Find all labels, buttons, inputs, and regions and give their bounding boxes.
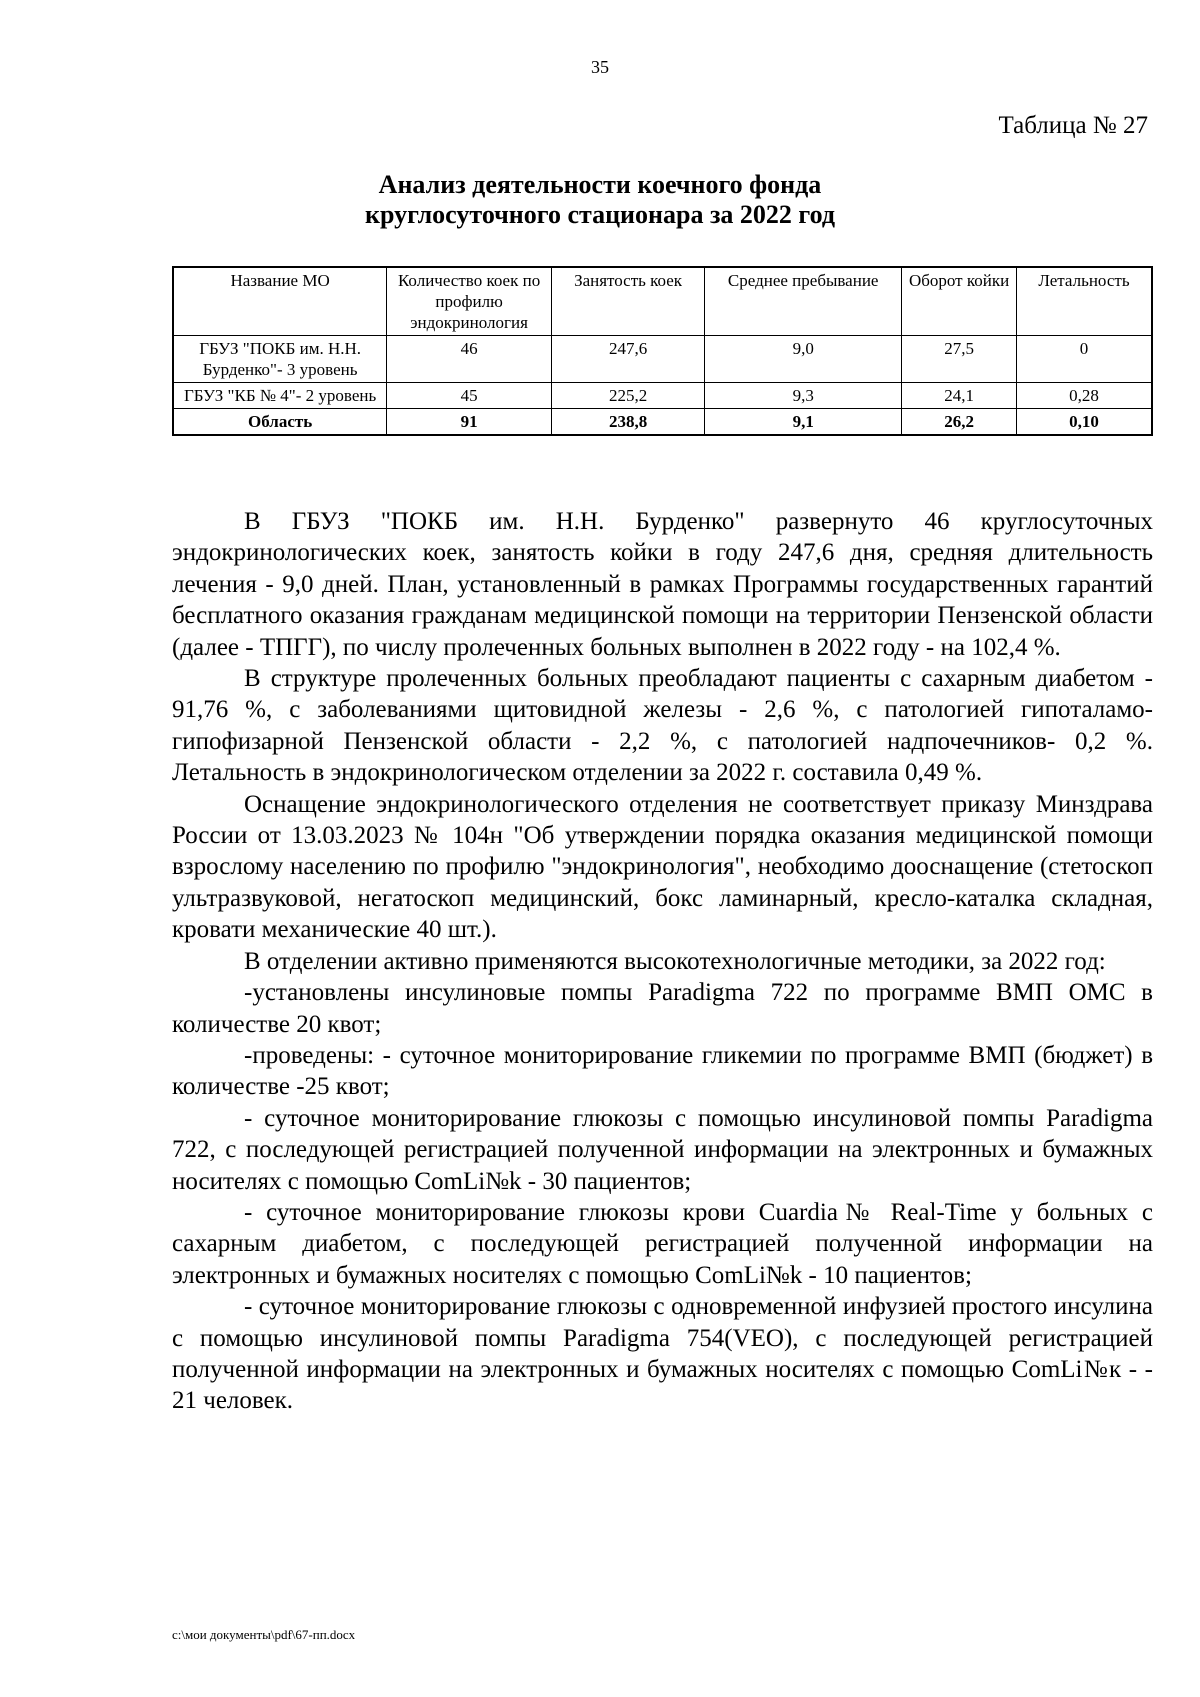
header-cell-occupancy: Занятость коек [551,267,704,336]
table-total-row [173,409,1152,436]
header-cell-beds: Количество коек по профилю эндокринология [387,267,552,336]
cell-turnover: 24,1 [902,383,1017,409]
header-cell-turnover: Оборот койки [902,267,1017,336]
cell-beds: 45 [387,383,552,409]
footer-file-path: c:\мои документы\pdf\67-пп.docx [172,1627,356,1642]
page-number: 35 [591,57,609,77]
cell-lethality: 0 [1016,336,1152,383]
cell-name: ГБУЗ "ПОКБ им. Н.Н. Бурденко"- 3 уровень [173,336,387,383]
cell-occupancy: 225,2 [551,383,704,409]
paragraph: - суточное мониторирование глюкозы крови Cuardia№ Real-Time у больных с сахарным диабетом, с последующей регистрацией полученной информации на электронных и бумажных носителях с помощью ComLi№k - 10 пациентов; [172,1198,1153,1289]
paragraph: - суточное мониторирование глюкозы с одновременной инфузией простого инсулина с помощью инсулиновой помпы Paradigma 754(VEO), с последующей регистрацией полученной информации на электронных и бумажных носителях с помощью ComLi№к - - 21 человек. [172,1293,1153,1415]
cell-total-turnover: 26,2 [902,409,1017,436]
cell-total-occupancy: 238,8 [551,409,704,436]
table-row [173,336,1152,383]
body-text [172,506,1153,1417]
cell-stay: 9,3 [705,383,902,409]
paragraph: - суточное мониторирование глюкозы с помощью инсулиновой помпы Paradigma 722, с последующей регистрацией полученной информации на электронных и бумажных носителях с помощью ComLi№k - 30 пациентов; [172,1104,1153,1195]
paragraph: -проведены: - суточное мониторирование гликемии по программе ВМП (бюджет) в количестве -25 квот; [172,1041,1153,1101]
paragraph: В отделении активно применяются высокотехнологичные методики, за 2022 год: [244,947,1106,975]
paragraph: Оснащение эндокринологического отделения не соответствует приказу Минздрава России от 13.03.2023 № 104н "Об утверждении порядка оказания медицинской помощи взрослому населению по профилю "эндокринология", необходимо дооснащение (стетоскоп ультразвуковой, негатоскоп медицинский, бокс ламинарный, кресло-каталка складная, кровати механические 40 шт.). [172,790,1153,944]
cell-total-name: Область [173,409,387,436]
cell-total-stay: 9,1 [705,409,902,436]
cell-turnover: 27,5 [902,336,1017,383]
document-title [0,170,1200,230]
title-line-2: круглосуточного стационара за 2022 год [365,200,835,229]
bed-fund-table [172,266,1153,436]
table-row [173,383,1152,409]
cell-stay: 9,0 [705,336,902,383]
header-cell-name: Название МО [173,267,387,336]
cell-total-beds: 91 [387,409,552,436]
paragraph: В структуре пролеченных больных преобладают пациенты с сахарным диабетом - 91,76 %, с заболеваниями щитовидной железы - 2,6 %, с патологией гипоталамо-гипофизарной Пензенской области - 2,2 %, с патологией надпочечников- 0,2 %. Летальность в эндокринологическом отделении за 2022 г. составила 0,49 %. [172,665,1153,787]
header-cell-lethality: Летальность [1016,267,1152,336]
header-cell-stay: Среднее пребывание [705,267,902,336]
cell-occupancy: 247,6 [551,336,704,383]
paragraph: В ГБУЗ "ПОКБ им. Н.Н. Бурденко" развернуто 46 круглосуточных эндокринологических коек, занятость койки в году 247,6 дня, средняя длительность лечения - 9,0 дней. План, установленный в рамках Программы государственных гарантий бесплатного оказания гражданам медицинской помощи на территории Пензенской области (далее - ТПГГ), по числу пролеченных больных выполнен в 2022 году - на 102,4 %. [172,508,1153,661]
table-header-row [173,267,1152,336]
table-label: Таблица № 27 [998,112,1148,139]
cell-beds: 46 [387,336,552,383]
cell-lethality: 0,28 [1016,383,1152,409]
paragraph: -установлены инсулиновые помпы Paradigma 722 по программе ВМП ОМС в количестве 20 квот; [172,979,1153,1038]
cell-name: ГБУЗ "КБ № 4"- 2 уровень [173,383,387,409]
cell-total-lethality: 0,10 [1016,409,1152,436]
title-line-1: Анализ деятельности коечного фонда [378,170,822,199]
